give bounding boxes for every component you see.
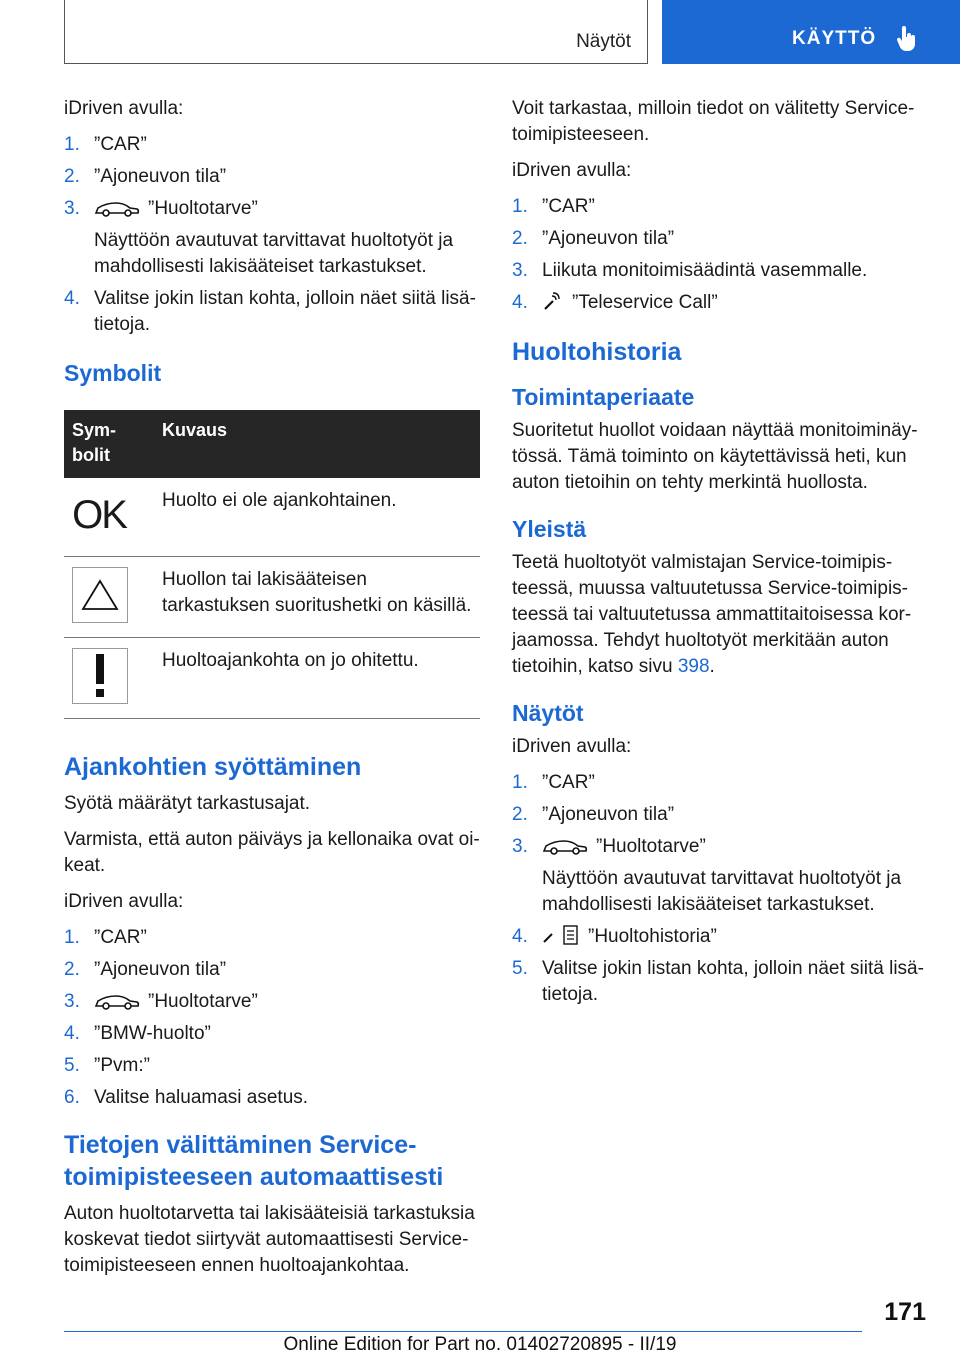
list-item: 2. ”Ajoneuvon tila” <box>512 228 675 249</box>
idrive-intro: iDriven avulla: <box>64 98 184 119</box>
car-icon <box>94 993 140 1011</box>
ok-symbol: OK <box>72 493 126 537</box>
dates-heading: Ajankohtien syöttäminen <box>64 753 362 781</box>
list-item: 3. ”Huoltotarve” <box>64 991 258 1012</box>
list-item: 6. Valitse haluamasi asetus. <box>64 1087 309 1108</box>
page-number: 171 <box>884 1298 926 1326</box>
teleservice-icon <box>542 292 564 312</box>
warning-triangle-icon <box>80 578 120 612</box>
table-row: OK Huolto ei ole ajankohtainen. <box>64 478 480 557</box>
right-column: Voit tarkastaa, milloin tiedot on välitetty Service- toimipisteeseen. iDriven avulla: 1. ”CAR” 2. ”Ajoneuvon tila” 3. Liikuta monitoimisäädintä vasemmalle. 4. ”Teleservice Call” Huoltohistoria Toimintaperiaate Suoritetut huollot voidaan näyttää monitoiminäy- tössä. Tämä toiminto on käytettävissä heti, kun auton tietoihin on tehty merkintä huollosta. Yleistä Teetä huoltotyöt valmistajan Service-toimipis- teessä, muussa valtuutetussa Service-toimipis- teessä tai valtuutetussa ammattitaitoisessa kor- jaamossa. Tehdyt huoltotyöt merkitään auton tietoihin, katso sivu 398. Näytöt iDriven avulla: 1. ”CAR” 2. ”Ajoneuvon tila” 3. ”Huoltotarve” Näyttöön avautuvat tarvittavat huoltotyöt ja mahdollisesti lakisääteiset tarkastukset. 4. ”Huoltohistoria” 5. Valitse jokin listan kohta, jolloin näet siitä lisä- tietoja. <box>512 96 924 1018</box>
car-icon <box>94 200 140 218</box>
service-history-icon <box>542 924 580 946</box>
section-title: Näytöt <box>576 31 631 52</box>
steps-list-teleservice <box>512 194 924 316</box>
header-section-box <box>64 0 648 64</box>
principle-heading: Toimintaperiaate <box>512 384 695 410</box>
header-chapter-tab[interactable] <box>662 0 960 64</box>
list-item: 1. ”CAR” <box>512 196 595 217</box>
steps-list-display <box>64 132 480 338</box>
left-column: iDriven avulla: 1. ”CAR” 2. ”Ajoneuvon tila” 3. ”Huoltotarve” Näyttöön avautuvat tarvittavat huoltotyöt ja mahdollisesti lakisääteiset tarkastukset. 4. Valitse jokin listan kohta, jolloin näet siitä lisä- tietoja. Symbolit Sym- bolit Kuvaus OK Huolto ei ole ajankohtainen. Huollon tai lakisääteisen tarkastuksen suoritushetki on käsillä. Huoltoajankohta on jo ohitettu. Ajankohtien syöttäminen Syötä määrätyt tarkastusajat. Varmista, että auton päiväys ja kellonaika ovat oi- keat. iDriven avulla: 1. ”CAR” 2. ”Ajoneuvon tila” 3. ”Huoltotarve” 4. ”BMW-huolto” 5. ”Pvm:” 6. Valitse haluamasi asetus. Tietojen välittäminen Service- toimipisteeseen automaattisesti Auton huoltotarvetta tai lakisääteisiä tarkastuksia koskevat tiedot siirtyvät automaattisesti Service- toimipisteeseen ennen huoltoajankohtaa. <box>64 98 480 1276</box>
list-item: 5. ”Pvm:” <box>64 1055 150 1076</box>
page-link[interactable]: 398 <box>677 656 710 677</box>
general-heading: Yleistä <box>512 516 587 542</box>
list-item: 1. ”CAR” <box>512 772 595 793</box>
list-item: 3. ”Huoltotarve” Näyttöön avautuvat tarvittavat huoltotyöt ja mahdollisesti lakisääteiset tarkastukset. <box>64 198 454 277</box>
list-item: 4. ”BMW-huolto” <box>64 1023 211 1044</box>
footer-divider <box>64 1331 862 1332</box>
list-item: 2. ”Ajoneuvon tila” <box>512 804 675 825</box>
list-item: 2. ”Ajoneuvon tila” <box>64 959 227 980</box>
table-header-description: Kuvaus <box>154 410 480 478</box>
list-item: 1. ”CAR” <box>64 927 147 948</box>
list-item: 1. ”CAR” <box>64 134 147 155</box>
list-item: 5. Valitse jokin listan kohta, jolloin näet siitä lisä- tietoja. <box>512 958 924 1005</box>
table-row: Huollon tai lakisääteisen tarkastuksen suoritushetki on käsillä. <box>64 557 480 638</box>
table-row: Huoltoajankohta on jo ohitettu. <box>64 638 480 719</box>
steps-list-dates <box>64 925 480 1111</box>
exclamation-icon <box>94 654 106 698</box>
list-item: 2. ”Ajoneuvon tila” <box>64 166 227 187</box>
list-item: 3. Liikuta monitoimisäädintä vasemmalle. <box>512 260 868 281</box>
history-heading: Huoltohistoria <box>512 338 682 366</box>
displays-heading: Näytöt <box>512 700 584 726</box>
symbols-table <box>64 410 480 719</box>
list-item: 4. Valitse jokin listan kohta, jolloin näet siitä lisä- tietoja. <box>64 288 476 335</box>
chapter-title: KÄYTTÖ <box>792 28 877 49</box>
footer-edition: Online Edition for Part no. 01402720895 - II/19 <box>283 1334 677 1355</box>
steps-list-history <box>512 770 924 1008</box>
table-header-symbol: Sym- bolit <box>64 410 154 478</box>
list-item: 3. ”Huoltotarve” Näyttöön avautuvat tarvittavat huoltotyöt ja mahdollisesti lakisääteiset tarkastukset. <box>512 836 902 915</box>
car-icon <box>542 838 588 856</box>
transfer-heading: Tietojen välittäminen Service- toimipisteeseen automaattisesti <box>64 1131 444 1191</box>
list-item: 4. ”Teleservice Call” <box>512 292 718 313</box>
list-item: 4. ”Huoltohistoria” <box>512 926 717 947</box>
symbols-heading: Symbolit <box>64 360 162 386</box>
hand-pointer-icon <box>896 26 918 52</box>
